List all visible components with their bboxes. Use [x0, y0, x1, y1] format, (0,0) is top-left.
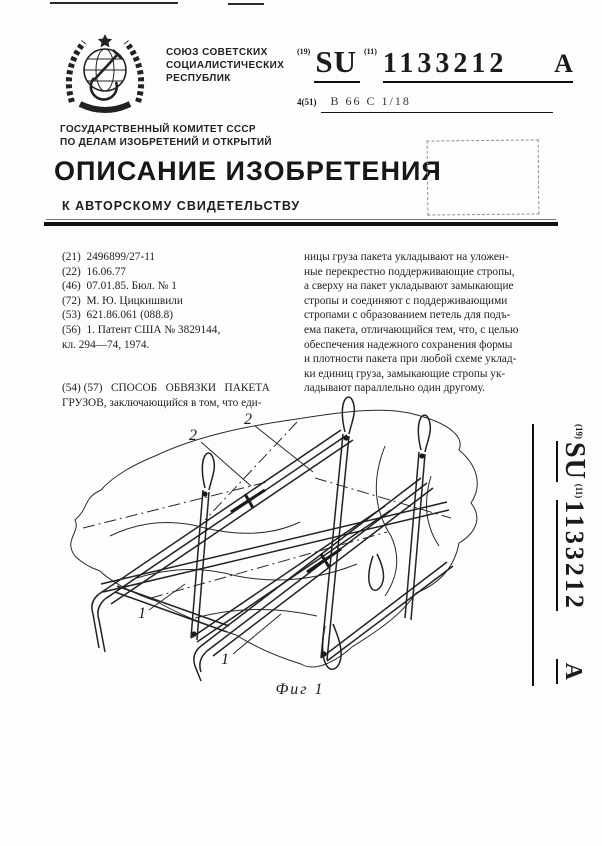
bibliography-line: кл. 294—74, 1974.: [62, 338, 150, 351]
sidebar-document-number: 1133212: [556, 500, 589, 611]
sidebar-kind-code: A: [556, 659, 586, 684]
document-title: ОПИСАНИЕ ИЗОБРЕТЕНИЯ: [54, 156, 442, 186]
document-number: 1133212: [382, 48, 508, 79]
document-subtitle: К АВТОРСКОМУ СВИДЕТЕЛЬСТВУ: [62, 199, 301, 213]
inid-19-label: (19): [297, 47, 311, 56]
sidebar-publication-id: [528, 420, 602, 692]
ussr-emblem-icon: [60, 28, 150, 120]
bibliography-line: (53) 621.86.061 (088.8): [62, 309, 174, 322]
abstract-line: обеспечения надежного сохранения формы: [304, 338, 513, 351]
sidebar-inid-19: (19): [574, 424, 584, 439]
bibliography-line: [62, 367, 302, 382]
country-code: SU: [314, 44, 360, 83]
bibliography-line: (54) (57) СПОСОБ ОБВЯЗКИ ПАКЕТА: [62, 382, 270, 395]
scan-artifact-line: [50, 2, 178, 4]
abstract-line: ладывают параллельно один другому.: [304, 382, 485, 395]
bibliography-line: [62, 352, 302, 367]
bibliography-line: (22) 16.06.77: [62, 265, 127, 278]
scan-artifact-line: [228, 3, 264, 5]
bibliography-line: (72) М. Ю. Цицкишвили: [62, 294, 183, 307]
country-name-line: СОЮЗ СОВЕТСКИХ: [166, 47, 268, 58]
committee-name: [60, 124, 272, 149]
figure-label-1a: 1: [138, 605, 146, 622]
country-name-line: РЕСПУБЛИК: [166, 73, 231, 84]
ipc-code: В 66 С 1/18: [321, 94, 553, 113]
figure-label-2b: 2: [189, 427, 197, 444]
abstract-column: [304, 250, 556, 396]
abstract-line: ема пакета, отличающийся тем, что, с целью: [304, 323, 519, 336]
country-name: [166, 46, 284, 85]
bibliography-line: ГРУЗОВ, заключающийся в том, что еди-: [62, 396, 262, 409]
committee-name-line: ГОСУДАРСТВЕННЫЙ КОМИТЕТ СССР: [60, 124, 256, 135]
sidebar-rotated-text: [556, 422, 590, 688]
kind-code: A: [554, 49, 573, 78]
bibliography-line: (56) 1. Патент США № 3829144,: [62, 323, 221, 336]
figure-caption: Фиг 1: [275, 681, 325, 698]
abstract-line: и плотности пакета при любой схеме уклад-: [304, 353, 517, 366]
country-name-line: СОЦИАЛИСТИЧЕСКИХ: [166, 60, 285, 71]
document-number-underline: [383, 48, 573, 83]
abstract-line: ки единиц груза, замыкающие стропы ук-: [304, 367, 506, 380]
bibliography-line: (21) 2496899/27-11: [62, 251, 156, 263]
publication-number: [297, 44, 573, 83]
figure-label-2a: 2: [244, 411, 252, 428]
inid-11-label: (11): [363, 47, 377, 56]
ipc-class-line: [297, 92, 553, 113]
abstract-line: ницы груза пакета укладывают на уложен-: [304, 251, 509, 263]
sidebar-country-code: SU: [556, 441, 590, 482]
bibliography-line: (46) 07.01.85. Бюл. № 1: [62, 280, 177, 293]
ipc-prefix: 4(51): [297, 97, 317, 107]
divider-thin: [46, 219, 556, 220]
abstract-line: стропы и соединяют с поддерживающими: [304, 294, 508, 307]
abstract-line: стропами с образованием петель для подъ-: [304, 309, 511, 322]
divider-main: [44, 222, 558, 226]
sidebar-inid-11: (11): [574, 483, 584, 499]
figure-label-1b: 1: [221, 651, 229, 668]
abstract-line: ные перекрестно поддерживающие стропы,: [304, 265, 515, 278]
sidebar-rule: [532, 424, 534, 686]
committee-name-line: ПО ДЕЛАМ ИЗОБРЕТЕНИЙ И ОТКРЫТИЙ: [60, 136, 272, 148]
stamp-box: [427, 139, 540, 215]
abstract-line: а сверху на пакет укладывают замыкающие: [304, 280, 514, 293]
figure-1: [55, 386, 495, 691]
